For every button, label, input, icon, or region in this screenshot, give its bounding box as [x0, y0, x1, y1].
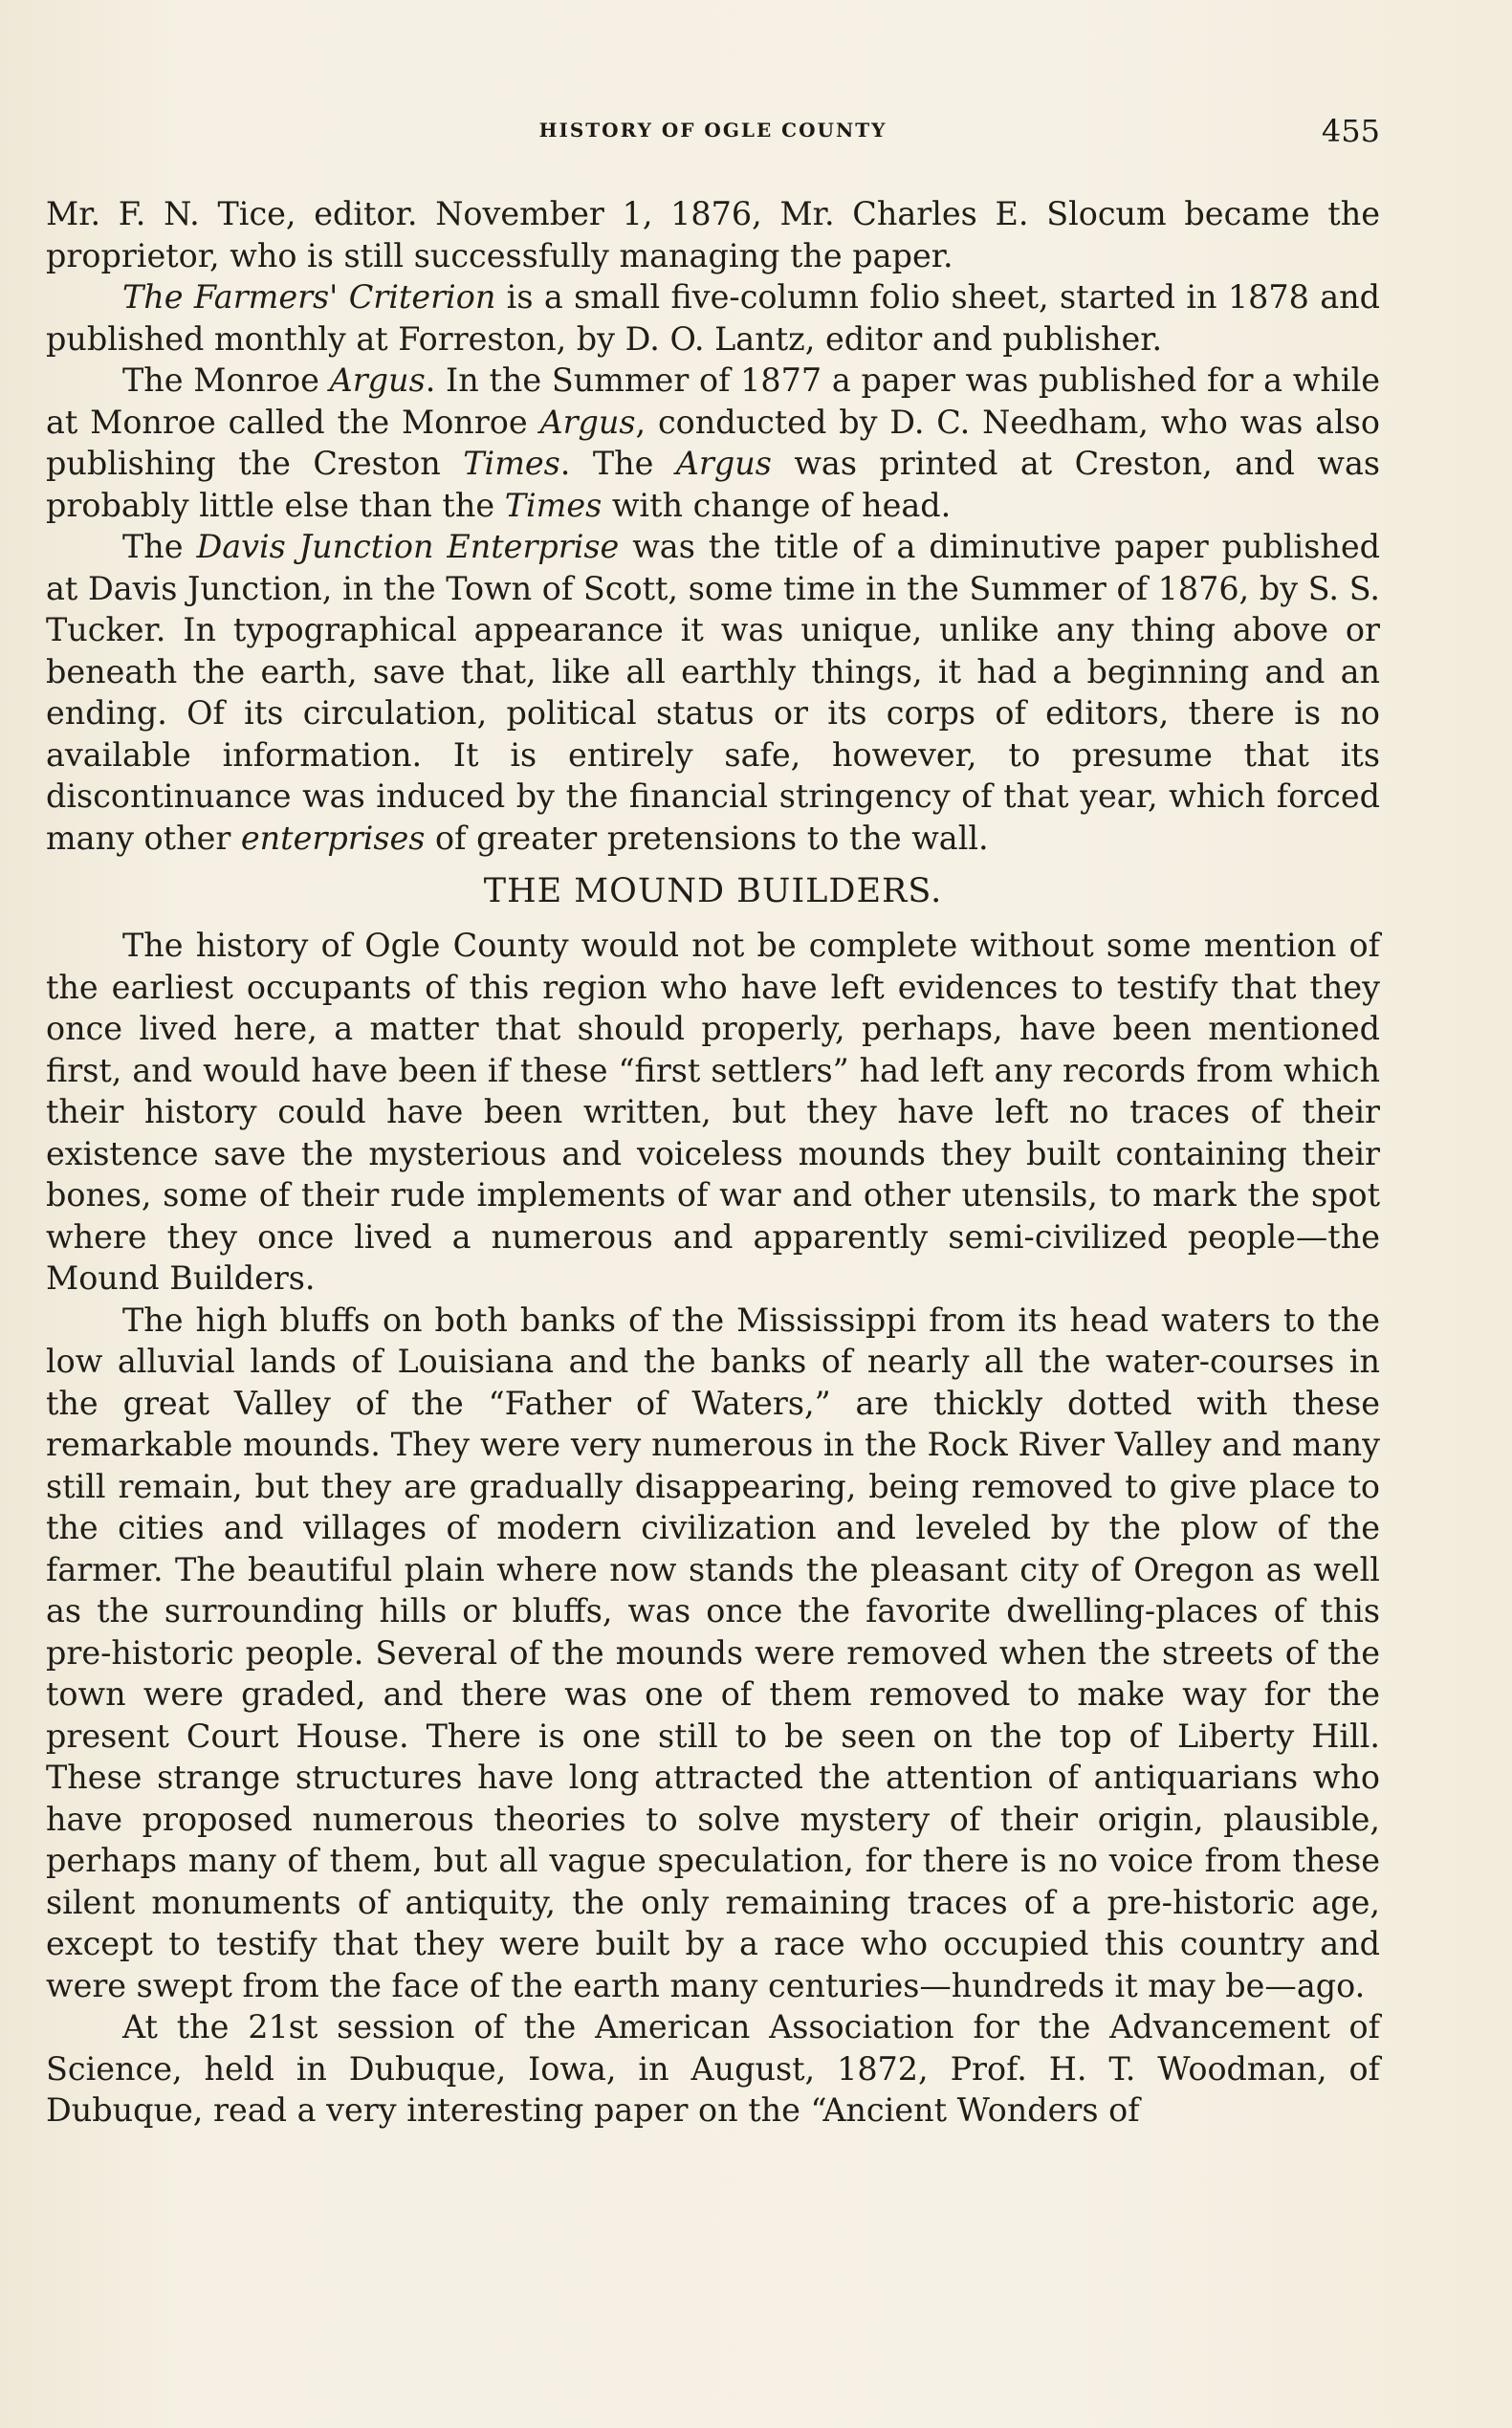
running-title: HISTORY OF OGLE COUNTY: [538, 119, 887, 142]
title-davis-junction-enterprise: Davis Junction Enterprise: [196, 528, 620, 565]
text-segment: . In the Summer of 1877 a paper was published for a while at Monroe called the Monroe: [46, 361, 1381, 441]
section-title: THE MOUND BUILDERS.: [483, 872, 943, 910]
paragraph-davis-junction: [46, 526, 1380, 859]
paragraph-monroe-argus: [46, 360, 1380, 526]
text-segment: The: [122, 528, 197, 565]
title-times: Times: [463, 445, 560, 482]
title-argus: Argus: [329, 361, 426, 399]
text-segment: was printed at Creston, and was probably little else than the: [46, 445, 1380, 524]
paragraph-mound-builders-intro: The history of Ogle County would not be complete without some mention of the earliest occupants of this region who have left evidences to testify that they once lived here, a matter that should properly, perhaps, have been mentioned first, and would have been if these “first settlers” had left any records from which their history could have been written, but they have left no traces of their existence save the mysterious and voiceless mounds they built containing their bones, some of their rude implements of war and other utensils, to mark the spot where they once lived a numerous and apparently semi-civilized people—the Mound Builders.: [46, 927, 1380, 1297]
text-segment: was the title of a diminutive paper published at Davis Junction, in the Town of Scott, some time in the Summer of 1876, by S. S. Tucker. In typographical appearance it was unique, unlike any thing above or beneath the earth, save that, like all earthly things, it had a beginning and an ending. Of its circulation, political status or its corps of editors, there is no available information. It is entirely safe, however, to presume that its discontinuance was induced by the financial stringency of that year, which forced many other: [46, 528, 1381, 857]
title-argus: Argus: [675, 445, 772, 482]
text-segment: , conducted by D. C. Needham, who was also publishing the Creston: [46, 403, 1380, 482]
text-farmers-criterion: is a small five-column folio sheet, started in 1878 and published monthly at Forreston, by D. O. Lantz, editor and publisher.: [46, 278, 1380, 358]
body-text: [46, 193, 1380, 2132]
text-segment: . The: [559, 445, 676, 482]
italic-enterprises: enterprises: [240, 819, 426, 857]
paragraph-farmers-criterion: [46, 276, 1380, 360]
text-segment: with change of head.: [602, 486, 952, 524]
title-farmers-criterion: The Farmers' Criterion: [122, 278, 496, 316]
page-number: 455: [1321, 113, 1380, 149]
text-segment: of greater pretensions to the wall.: [425, 819, 989, 857]
paragraph-association: At the 21st session of the American Association for the Advancement of Science, held in Dubuque, Iowa, in August, 1872, Prof. H. T. Woodman, of Dubuque, read a very interesting paper on the “Ancient Wonders of: [46, 2008, 1380, 2129]
title-times: Times: [504, 486, 603, 524]
title-argus: Argus: [539, 403, 636, 441]
paragraph-tice: Mr. F. N. Tice, editor. November 1, 1876, Mr. Charles E. Slocum became the proprietor, who is still successfully managing the paper.: [46, 195, 1380, 274]
paragraph-high-bluffs: The high bluffs on both banks of the Mississippi from its head waters to the low alluvial lands of Louisiana and the banks of nearly all the water-courses in the great Valley of the “Father of Waters,” are thickly dotted with these remarkable mounds. They were very numerous in the Rock River Valley and many still remain, but they are gradually disappearing, being removed to give place to the cities and villages of modern civilization and leveled by the plow of the farmer. The beautiful plain where now stands the pleasant city of Oregon as well as the surrounding hills or bluffs, was once the favorite dwelling-places of this pre-historic people. Several of the mounds were removed when the streets of the town were graded, and there was one of them removed to make way for the present Court House. There is one still to be seen on the top of Liberty Hill. These strange structures have long attracted the attention of antiquarians who have proposed numerous theories to solve mystery of their origin, plausible, perhaps many of them, but all vague speculation, for there is no voice from these silent monuments of antiquity, the only remaining traces of a pre-historic age, except to testify that they were built by a race who occupied this country and were swept from the face of the earth many centuries—hundreds it may be—ago.: [46, 1301, 1380, 2004]
text-segment: The Monroe: [122, 361, 330, 399]
page-header: [46, 113, 1380, 151]
